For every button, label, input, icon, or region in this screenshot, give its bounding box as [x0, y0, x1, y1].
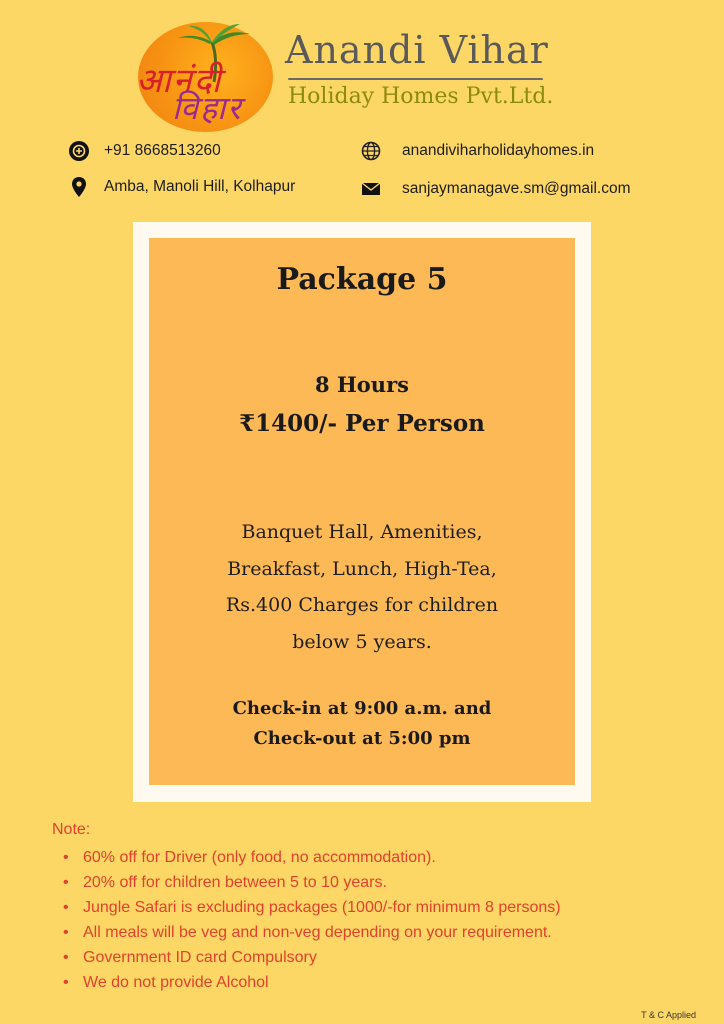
- check-out-text: Check-out at 5:00 pm: [253, 728, 471, 749]
- package-amenities: [0, 514, 724, 660]
- note-item: • Government ID card Compulsory: [63, 945, 561, 970]
- email-icon: [360, 178, 382, 200]
- brand-subtitle: Holiday Homes Pvt.Ltd.: [288, 84, 554, 109]
- company-logo: [128, 18, 568, 133]
- contact-email[interactable]: [360, 178, 631, 200]
- globe-icon: [360, 140, 382, 162]
- amenities-line: Rs.400 Charges for children: [225, 594, 499, 616]
- notes-list: [63, 845, 561, 995]
- address-text: Amba, Manoli Hill, Kolhapur: [104, 178, 296, 195]
- terms-note: T & C Applied: [641, 1010, 696, 1020]
- contact-address: [68, 176, 295, 198]
- contact-phone[interactable]: [68, 140, 221, 162]
- note-label: Note:: [52, 821, 91, 838]
- amenities-line: Breakfast, Lunch, High-Tea,: [227, 557, 497, 580]
- note-item: • We do not provide Alcohol: [63, 970, 561, 995]
- note-item: • 20% off for children between 5 to 10 years.: [63, 870, 561, 895]
- amenities-line: Banquet Hall, Amenities,: [241, 521, 483, 543]
- logo-script-line2: विहार: [172, 89, 243, 127]
- package-title: Package 5: [276, 262, 448, 297]
- brand-title: Anandi Vihar: [285, 28, 549, 72]
- email-text: sanjaymanagave.sm@gmail.com: [402, 180, 631, 197]
- location-pin-icon: [68, 176, 90, 198]
- amenities-line: below 5 years.: [292, 630, 432, 653]
- package-hours: 8 Hours: [315, 372, 409, 397]
- logo-script-line1: आनंदी: [136, 61, 223, 101]
- package-price: ₹1400/- Per Person: [239, 410, 485, 437]
- check-in-out: [0, 694, 724, 754]
- note-item: • Jungle Safari is excluding packages (1000/-for minimum 8 persons): [63, 895, 561, 920]
- brand-underline: [288, 78, 543, 80]
- website-text: anandiviharholidayhomes.in: [402, 142, 595, 159]
- phone-icon: [68, 140, 90, 162]
- logo-script-text: [134, 56, 274, 126]
- note-item: • 60% off for Driver (only food, no accommodation).: [63, 845, 561, 870]
- check-in-text: Check-in at 9:00 a.m. and: [232, 698, 492, 719]
- contact-website[interactable]: [360, 140, 594, 162]
- note-item: • All meals will be veg and non-veg depending on your requirement.: [63, 920, 561, 945]
- phone-text: +91 8668513260: [104, 142, 221, 159]
